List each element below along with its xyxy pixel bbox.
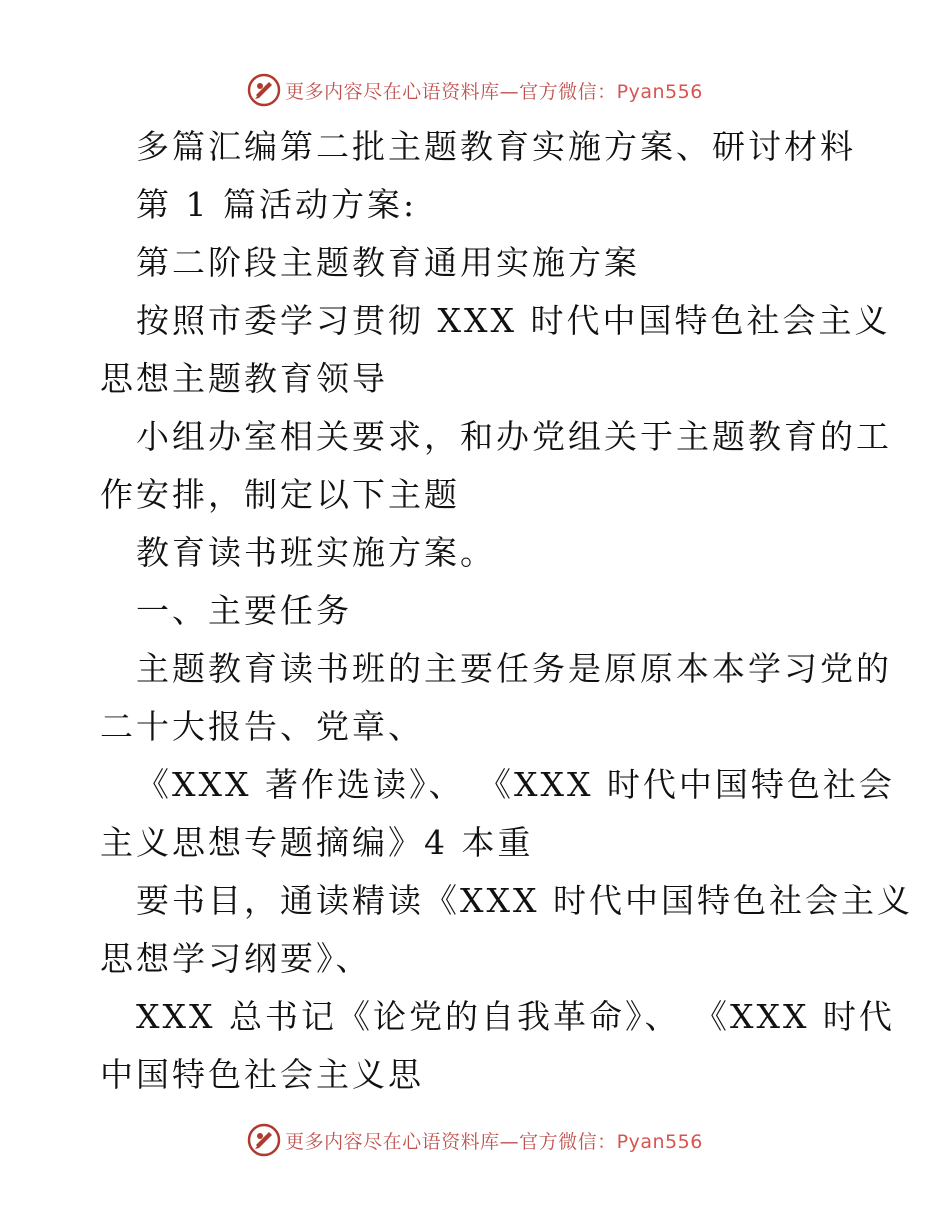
book-pen-logo-icon [247, 1123, 281, 1157]
text-line: 主题教育读书班的主要任务是原原本本学习党的 [136, 649, 892, 688]
wechat-id: Pyan556 [616, 1130, 703, 1153]
watermark-footer [0, 1120, 950, 1160]
watermark-text: 更多内容尽在心语资料库—官方微信：Pyan556 [285, 1130, 703, 1153]
document-body [100, 118, 913, 1104]
book-pen-logo-icon [247, 73, 281, 107]
wechat-id: Pyan556 [616, 80, 703, 103]
text-line: 中国特色社会主义思 [100, 1055, 424, 1094]
text-line: 多篇汇编第二批主题教育实施方案、研讨材料 [136, 127, 856, 166]
text-line: 第 1 篇活动方案: [136, 185, 418, 224]
text-line: 第二阶段主题教育通用实施方案 [136, 243, 640, 282]
text-line: 小组办室相关要求，和办党组关于主题教育的工 [136, 417, 892, 456]
text-line: 主义思想专题摘编》4 本重 [100, 823, 534, 862]
watermark-header [0, 70, 950, 110]
text-line: 作安排，制定以下主题 [100, 475, 460, 514]
text-line: 《XXX 著作选读》、 《XXX 时代中国特色社会 [136, 765, 895, 804]
text-line: 思想学习纲要》、 [100, 939, 372, 978]
watermark-text: 更多内容尽在心语资料库—官方微信：Pyan556 [285, 80, 703, 103]
text-line: 教育读书班实施方案。 [136, 533, 496, 572]
text-line: 思想主题教育领导 [100, 359, 388, 398]
text-line: XXX 总书记《论党的自我革命》、 《XXX 时代 [136, 997, 895, 1036]
text-line: 按照市委学习贯彻 XXX 时代中国特色社会主义 [136, 301, 891, 340]
text-line: 要书目，通读精读《XXX 时代中国特色社会主义 [136, 881, 913, 920]
text-line: 二十大报告、党章、 [100, 707, 424, 746]
text-line: 一、主要任务 [136, 591, 352, 630]
